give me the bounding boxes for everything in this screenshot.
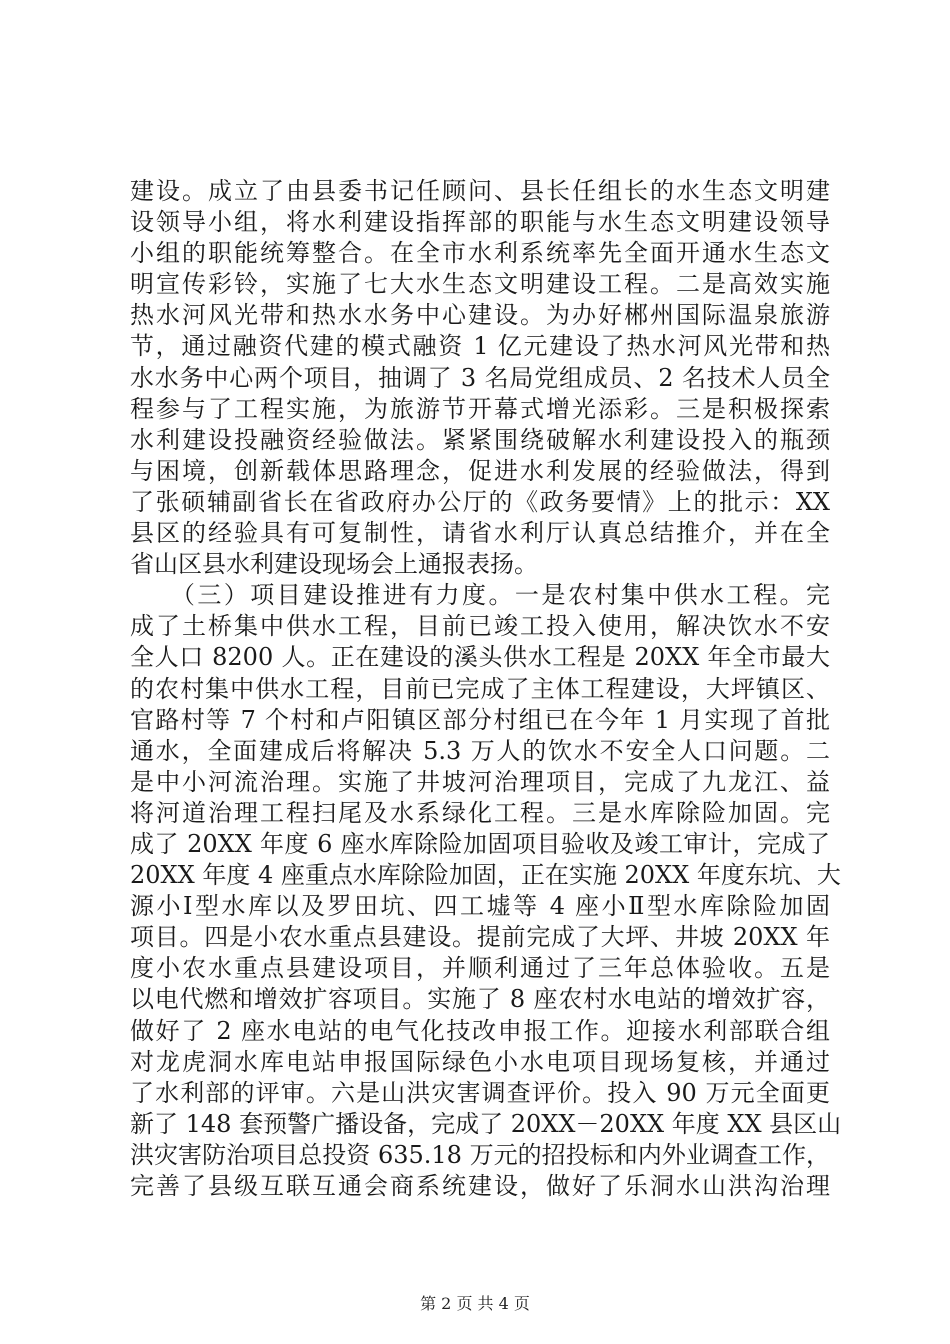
text-line: 与困境，创新载体思路理念，促进水利发展的经验做法，得到 [130, 456, 830, 485]
text-line: 对龙虎洞水库电站申报国际绿色小水电项目现场复核，并通过 [130, 1047, 830, 1076]
text-line: 项目。四是小农水重点县建设。提前完成了大坪、井坡 20XX 年 [130, 923, 830, 952]
body-text [130, 176, 842, 1202]
text-line: 洪灾害防治项目总投资 635.18 万元的招投标和内外业调查工作， [130, 1140, 830, 1169]
text-line: 20XX 年度 4 座重点水库除险加固，正在实施 20XX 年度东坑、大 [130, 861, 841, 890]
text-line: （三）项目建设推进有力度。一是农村集中供水工程。完 [130, 581, 830, 610]
text-line: 成了 20XX 年度 6 座水库除险加固项目验收及竣工审计，完成了 [130, 829, 830, 858]
text-line: 通水，全面建成后将解决 5.3 万人的饮水不安全人口问题。二 [130, 736, 830, 765]
text-line: 建设。成立了由县委书记任顾问、县长任组长的水生态文明建 [130, 177, 830, 205]
text-line: 以电代燃和增效扩容项目。实施了 8 座农村水电站的增效扩容， [130, 985, 830, 1014]
text-line: 了水利部的评审。六是山洪灾害调查评价。投入 90 万元全面更 [130, 1078, 830, 1107]
text-line: 新了 148 套预警广播设备，完成了 20XX－20XX 年度 XX 县区山 [130, 1109, 842, 1138]
text-line: 明宣传彩铃，实施了七大水生态文明建设工程。二是高效实施 [130, 270, 830, 299]
text-line: 的农村集中供水工程，目前已完成了主体工程建设，大坪镇区、 [130, 674, 830, 703]
page-footer: 第 2 页 共 4 页 [420, 1294, 530, 1313]
text-line: 度小农水重点县建设项目，并顺利通过了三年总体验收。五是 [130, 954, 830, 983]
text-line: 热水河风光带和热水水务中心建设。为办好郴州国际温泉旅游 [130, 301, 830, 330]
text-line: 程参与了工程实施，为旅游节开幕式增光添彩。三是积极探索 [130, 394, 830, 423]
text-line: 水水务中心两个项目，抽调了 3 名局党组成员、2 名技术人员全 [130, 363, 830, 392]
text-line: 成了土桥集中供水工程，目前已竣工投入使用，解决饮水不安 [130, 612, 830, 641]
text-line: 做好了 2 座水电站的电气化技改申报工作。迎接水利部联合组 [130, 1016, 830, 1045]
text-line: 设领导小组，将水利建设指挥部的职能与水生态文明建设领导 [130, 208, 830, 237]
text-line: 完善了县级互联互通会商系统建设，做好了乐洞水山洪沟治理 [130, 1172, 830, 1200]
text-line: 了张硕辅副省长在省政府办公厅的《政务要情》上的批示：XX [130, 487, 830, 516]
text-line: 省山区县水利建设现场会上通报表扬。 [130, 550, 538, 579]
text-line: 县区的经验具有可复制性，请省水利厅认真总结推介，并在全 [130, 519, 830, 548]
text-line: 全人口 8200 人。正在建设的溪头供水工程是 20XX 年全市最大 [130, 643, 830, 672]
text-line: 水利建设投融资经验做法。紧紧围绕破解水利建设投入的瓶颈 [130, 425, 830, 454]
text-line: 官路村等 7 个村和卢阳镇区部分村组已在今年 1 月实现了首批 [130, 705, 830, 734]
text-line: 将河道治理工程扫尾及水系绿化工程。三是水库除险加固。完 [130, 798, 830, 827]
text-line: 节，通过融资代建的模式融资 1 亿元建设了热水河风光带和热 [130, 332, 830, 361]
text-line: 源小Ⅰ型水库以及罗田坑、四工墟等 4 座小Ⅱ型水库除险加固 [130, 892, 830, 921]
text-line: 小组的职能统筹整合。在全市水利系统率先全面开通水生态文 [130, 239, 830, 268]
text-line: 是中小河流治理。实施了井坡河治理项目，完成了九龙江、益 [130, 767, 830, 796]
